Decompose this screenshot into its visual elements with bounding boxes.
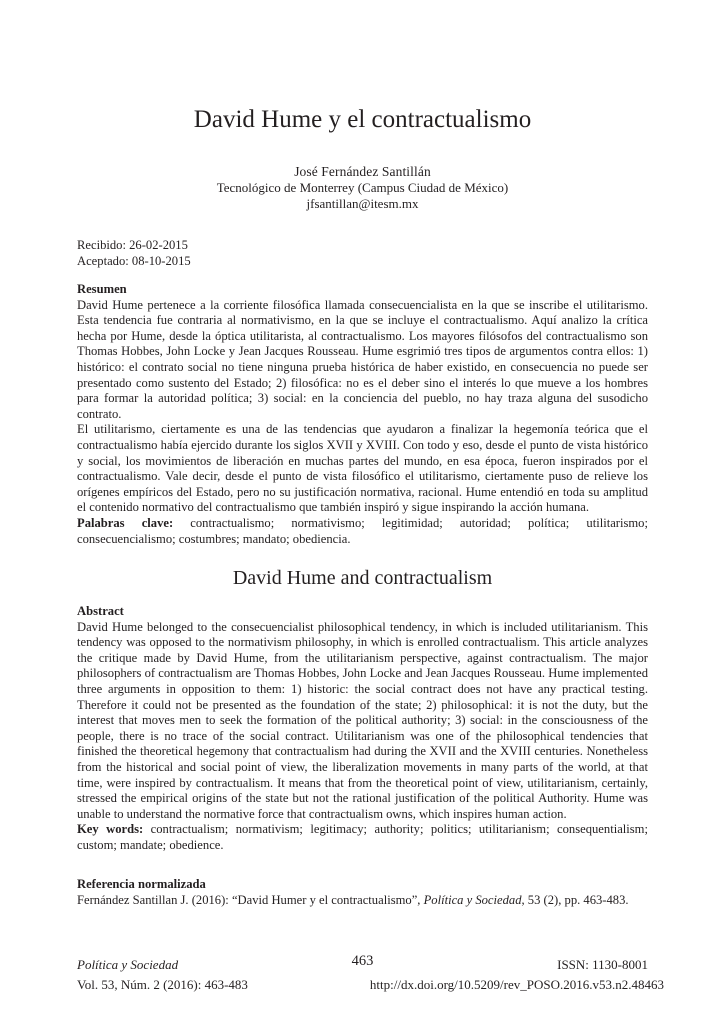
accepted-date: Aceptado: 08-10-2015 <box>77 253 191 268</box>
reference-volume: , 53 (2), pp. 463-483. <box>521 892 629 907</box>
abstract-paragraph: David Hume belonged to the consecuencialist philosophical tendency, in which is included utilitarianism. This tendency was opposed to the normativism philosophy, in which is enrolled contractualism. This article analyzes the critique made by David Hume, from the utilitarianism perspective, against contractualism. The major philosophers of contractualism are Thomas Hobbes, John Locke and Jean Jacques Rousseau. Hume implemented three arguments in opposition to them: 1) historic: the social contract does not have any practical testing. Therefore it could not be presented as the foundation of the state; 2) philosophical: it is not the duty, but the interest that moves men to seek the formation of the political authority; 3) social: in the consciousness of the people, there is no trace of the social contract. Utilitarianism was one of the philosophical tendencies that finished the theoretical hegemony that contractualism had during the XVII and the XVIII centuries. Nonetheless from the historical and social point of view, the liberalization movements in many parts of the world, at that time, were inspired by contractualism. It means that from the theoretical point of view, utilitarianism, certainly, stressed the empirical origins of the state but not the rational justification of the political Authority. Hume was unable to understand the normative force that contractualism owns, which inspires human action. <box>77 619 648 821</box>
abstract-heading: Abstract <box>77 604 124 618</box>
footer-right <box>369 955 664 995</box>
resumen-section <box>77 282 648 547</box>
article-title: David Hume y el contractualismo <box>193 106 532 133</box>
resumen-paragraph-2: El utilitarismo, ciertamente es una de las tendencias que ayudaron a finalizar la hegemonía teórica que el contractualismo había ejercido durante los siglos XVII y XVIII. Con todo y eso, desde el punto de vista histórico y social, los movimientos de liberación en muchas partes del mundo, en esa época, fueron inspirados por el contractualismo. Vale decir, desde el punto de vista filosófico el utilitarismo, ciertamente puso de relieve los orígenes empíricos del Estado, pero no su justificación normativa, racional. Hume entendió en toda su amplitud el contenido normativo del contractualismo que también inspiró y sigue inspirando la acción humana. <box>77 422 648 515</box>
page-number: 463 <box>351 953 374 969</box>
english-title: David Hume and contractualism <box>232 567 493 589</box>
resumen-paragraph-1: David Hume pertenece a la corriente filosófica llamada consecuencialista en la que se inscribe el utilitarismo. Esta tendencia fue contraria al normativismo, en la que se incluye el contractualismo. Aquí analizo la crítica hecha por Hume, desde la óptica utilitarista, al contractualismo. Los mayores filósofos del contractualismo son Thomas Hobbes, John Locke y Jean Jacques Rousseau. Hume esgrimió tres tipos de argumentos contra ellos: 1) histórico: el contrato social no tiene ninguna prueba histórica de haber existido, en consecuencia no puede ser presentado como sustento del Estado; 2) filosófica: no es el deber sino el interés lo que mueve a los hombres para formar la autoridad política; 3) social: en la conciencia del pueblo, no hay traza alguna del susodicho contrato. <box>77 297 648 421</box>
reference-text <box>77 893 648 909</box>
footer-journal: Política y Sociedad <box>77 957 179 972</box>
abstract-keywords <box>77 822 648 853</box>
abstract-section <box>77 604 648 854</box>
submission-dates <box>77 238 191 269</box>
author-affiliation: Tecnológico de Monterrey (Campus Ciudad de México) <box>216 180 509 195</box>
footer-doi-link[interactable]: http://dx.doi.org/10.5209/rev_POSO.2016.v53.n2.48463 <box>369 977 664 992</box>
footer-issn: ISSN: 1130-8001 <box>557 957 648 972</box>
reference-heading: Referencia normalizada <box>77 877 206 891</box>
author-block <box>0 164 725 212</box>
reference-section <box>77 877 648 908</box>
reference-journal: Política y Sociedad <box>423 892 522 907</box>
resumen-heading: Resumen <box>77 282 127 296</box>
resumen-keywords <box>77 516 648 547</box>
keywords-label: Key words: <box>77 822 144 837</box>
keywords-list: contractualismo; normativismo; legitimidad; autoridad; política; utilitarismo; consecuencialismo; costumbres; mandato; obediencia. <box>77 515 648 546</box>
reference-citation: Fernández Santillan J. (2016): “David Humer y el contractualismo”, <box>77 892 424 907</box>
keywords-label: Palabras clave: <box>77 515 174 530</box>
author-name: José Fernández Santillán <box>294 164 431 179</box>
keywords-list: contractualism; normativism; legitimacy; authority; politics; utilitarianism; consequentialism; custom; mandate; obedience. <box>77 822 648 852</box>
received-date: Recibido: 26-02-2015 <box>77 238 188 252</box>
author-email[interactable]: jfsantillan@itesm.mx <box>306 196 419 211</box>
footer-volume: Vol. 53, Núm. 2 (2016): 463-483 <box>77 977 248 992</box>
